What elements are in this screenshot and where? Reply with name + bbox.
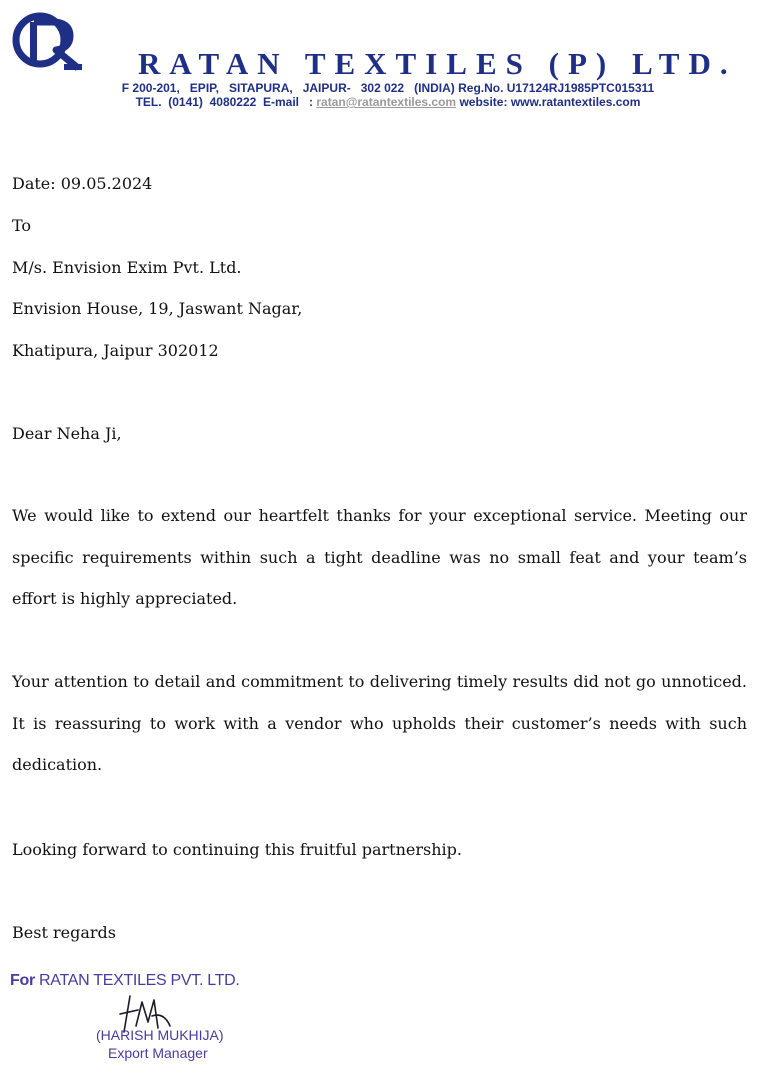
stamp-company <box>10 972 240 990</box>
paragraph-1: We would like to extend our heartfelt thanks for your exceptional service. Meeting our specific requirements within such a tight deadline was no small feat and your team’s effort is highly appreciated. <box>12 506 747 608</box>
letter-date: Date: 09.05.2024 <box>12 174 153 193</box>
stamp-for: For <box>10 972 35 989</box>
closing: Best regards <box>12 923 116 942</box>
stamp-company-name: RATAN TEXTILES PVT. LTD. <box>34 972 240 989</box>
stamp-signatory-name: (HARISH MUKHIJA) <box>96 1027 224 1043</box>
recipient-name: M/s. Envision Exim Pvt. Ltd. <box>12 258 242 277</box>
letter-to: To <box>12 216 32 235</box>
company-name: RATAN TEXTILES (P) LTD. <box>138 46 737 81</box>
recipient-address-2: Khatipura, Jaipur 302012 <box>12 341 219 360</box>
website-value[interactable]: www.ratantextiles.com <box>510 95 641 109</box>
company-contact-line <box>4 95 768 109</box>
paragraph-2: Your attention to detail and commitment to delivering timely results did not go unnoticed. It is reassuring to work with a vendor who upholds their customer’s needs with such dedication. <box>12 672 747 774</box>
recipient-address-1: Envision House, 19, Jaswant Nagar, <box>12 299 303 318</box>
email-label: E-mail : <box>262 95 313 109</box>
website-label: website: <box>459 95 508 109</box>
salutation: Dear Neha Ji, <box>12 424 122 443</box>
tel-value: (0141) 4080222 <box>168 95 257 109</box>
paragraph-3: Looking forward to continuing this fruitful partnership. <box>12 840 462 859</box>
tel-label: TEL. <box>135 95 162 109</box>
email-link[interactable]: ratan@ratantextiles.com <box>316 95 457 109</box>
company-address: F 200-201, EPIP, SITAPURA, JAIPUR- 302 022 (INDIA) Reg.No. U17124RJ1985PTC015311 <box>121 81 655 95</box>
company-logo-icon <box>12 10 82 72</box>
stamp-signatory-title: Export Manager <box>108 1045 208 1061</box>
